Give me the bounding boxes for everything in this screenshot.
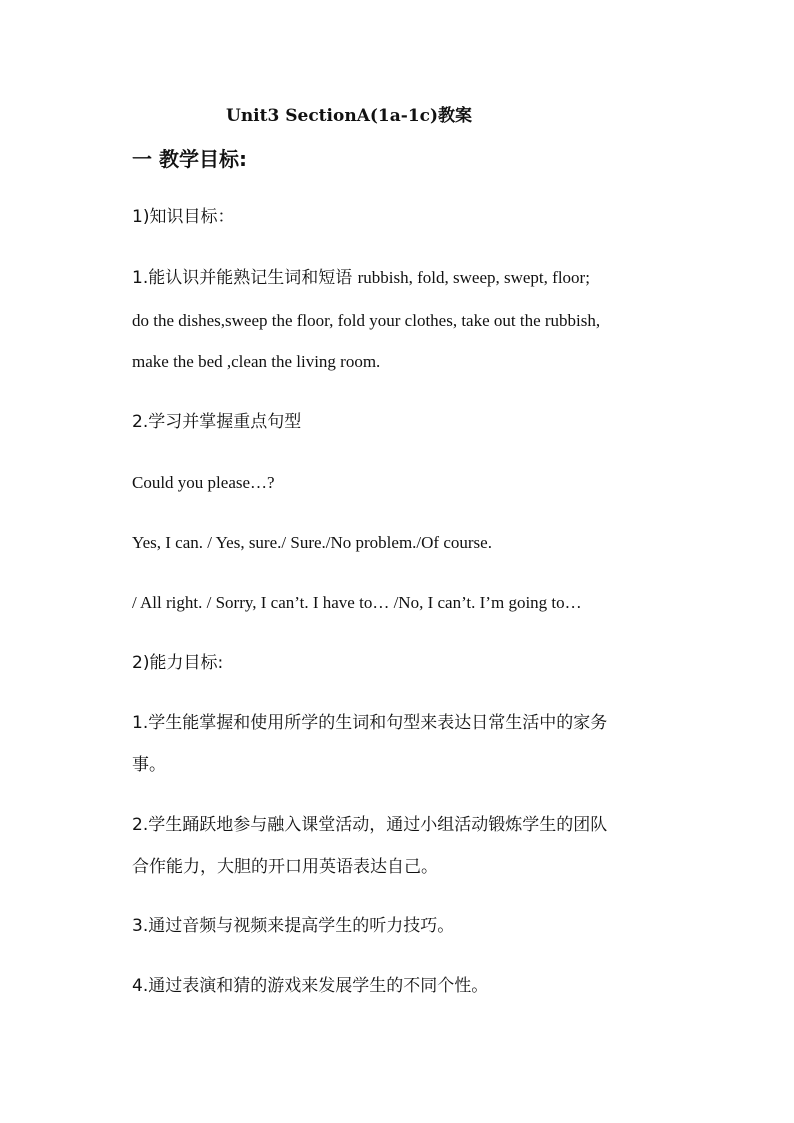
knowledge-item-1-line-1: [132, 267, 590, 289]
document-title: Unit3 SectionA(1a-1c)教案: [226, 106, 473, 126]
ability-item-2-line-1: 2.学生踊跃地参与融入课堂活动，通过小组活动锻炼学生的团队: [132, 815, 608, 835]
knowledge-item-1-line-2: do the dishes,sweep the floor, fold your clothes, take out the rubbish,: [132, 311, 601, 330]
ability-item-3: 3.通过音频与视频来提高学生的听力技巧。: [132, 916, 455, 936]
knowledge-item-2: 2.学习并掌握重点句型: [132, 412, 302, 432]
section-heading-teaching-goals: 一 教学目标:: [132, 147, 247, 171]
sentence-pattern-1: Could you please…?: [132, 473, 275, 492]
knowledge-item-1-lead: 1.能认识并能熟记生词和短语: [132, 268, 358, 288]
knowledge-goals-label: 1)知识目标：: [132, 207, 235, 227]
ability-item-4: 4.通过表演和猜的游戏来发展学生的不同个性。: [132, 976, 489, 996]
sentence-pattern-3: / All right. / Sorry, I can’t. I have to… /No, I can’t. I’m going to…: [132, 593, 582, 612]
ability-item-2-line-2: 合作能力，大胆的开口用英语表达自己。: [132, 857, 438, 877]
sentence-pattern-2: Yes, I can. / Yes, sure./ Sure./No problem./Of course.: [132, 533, 492, 552]
knowledge-item-1-line-3: make the bed ,clean the living room.: [132, 352, 381, 371]
ability-item-1-line-2: 事。: [132, 755, 166, 775]
ability-item-1-line-1: 1.学生能掌握和使用所学的生词和句型来表达日常生活中的家务: [132, 713, 608, 733]
knowledge-item-1-words: rubbish, fold, sweep, swept, floor;: [357, 268, 590, 287]
ability-goals-label: 2)能力目标:: [132, 653, 224, 673]
